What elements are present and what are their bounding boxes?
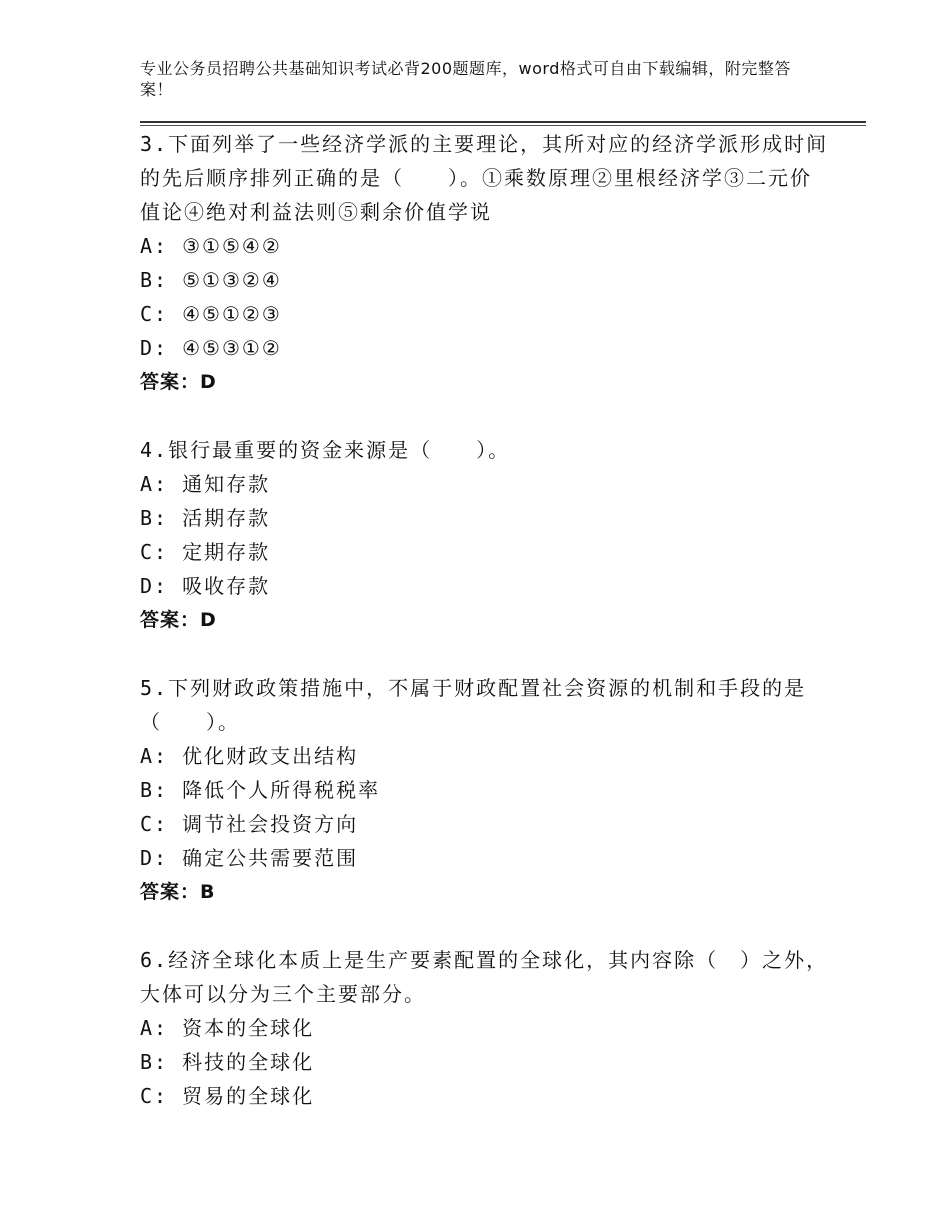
- question-3: [140, 127, 830, 399]
- question-stem: 4.银行最重要的资金来源是（ ）。: [140, 438, 511, 462]
- question-stem: 6.经济全球化本质上是生产要素配置的全球化，其内容除（ ）之外，大体可以分为三个主要部分。: [140, 948, 829, 1006]
- question-6: [140, 943, 830, 1113]
- option-b: B: ⑤①③②④: [140, 268, 282, 292]
- answer-line: 答案：D: [140, 609, 217, 631]
- answer-line: 答案：B: [140, 881, 216, 903]
- question-list: [140, 127, 830, 1113]
- option-a: A: ③①⑤④②: [140, 234, 282, 258]
- option-c: C: 定期存款: [140, 540, 271, 564]
- question-stem: 5.下列财政政策措施中，不属于财政配置社会资源的机制和手段的是（ ）。: [140, 676, 807, 734]
- document-header: 专业公务员招聘公共基础知识考试必背200题题库，word格式可自由下载编辑，附完整答案！: [140, 59, 791, 99]
- option-b: B: 活期存款: [140, 506, 271, 530]
- option-d: D: 吸收存款: [140, 574, 271, 598]
- option-d: D: ④⑤③①②: [140, 336, 282, 360]
- option-c: C: 贸易的全球化: [140, 1084, 315, 1108]
- option-a: A: 通知存款: [140, 472, 271, 496]
- option-a: A: 优化财政支出结构: [140, 744, 359, 768]
- question-5: [140, 671, 830, 909]
- question-stem: 3.下面列举了一些经济学派的主要理论，其所对应的经济学派形成时间的先后顺序排列正确的是（ ）。①乘数原理②里根经济学③二元价值论④绝对利益法则⑤剩余价值学说: [140, 132, 829, 224]
- question-4: [140, 433, 830, 637]
- option-b: B: 科技的全球化: [140, 1050, 315, 1074]
- option-c: C: 调节社会投资方向: [140, 812, 359, 836]
- option-a: A: 资本的全球化: [140, 1016, 315, 1040]
- header-divider: [140, 121, 866, 123]
- answer-line: 答案：D: [140, 371, 217, 393]
- option-c: C: ④⑤①②③: [140, 302, 282, 326]
- header-divider-thin: [140, 125, 866, 126]
- option-b: B: 降低个人所得税税率: [140, 778, 381, 802]
- option-d: D: 确定公共需要范围: [140, 846, 359, 870]
